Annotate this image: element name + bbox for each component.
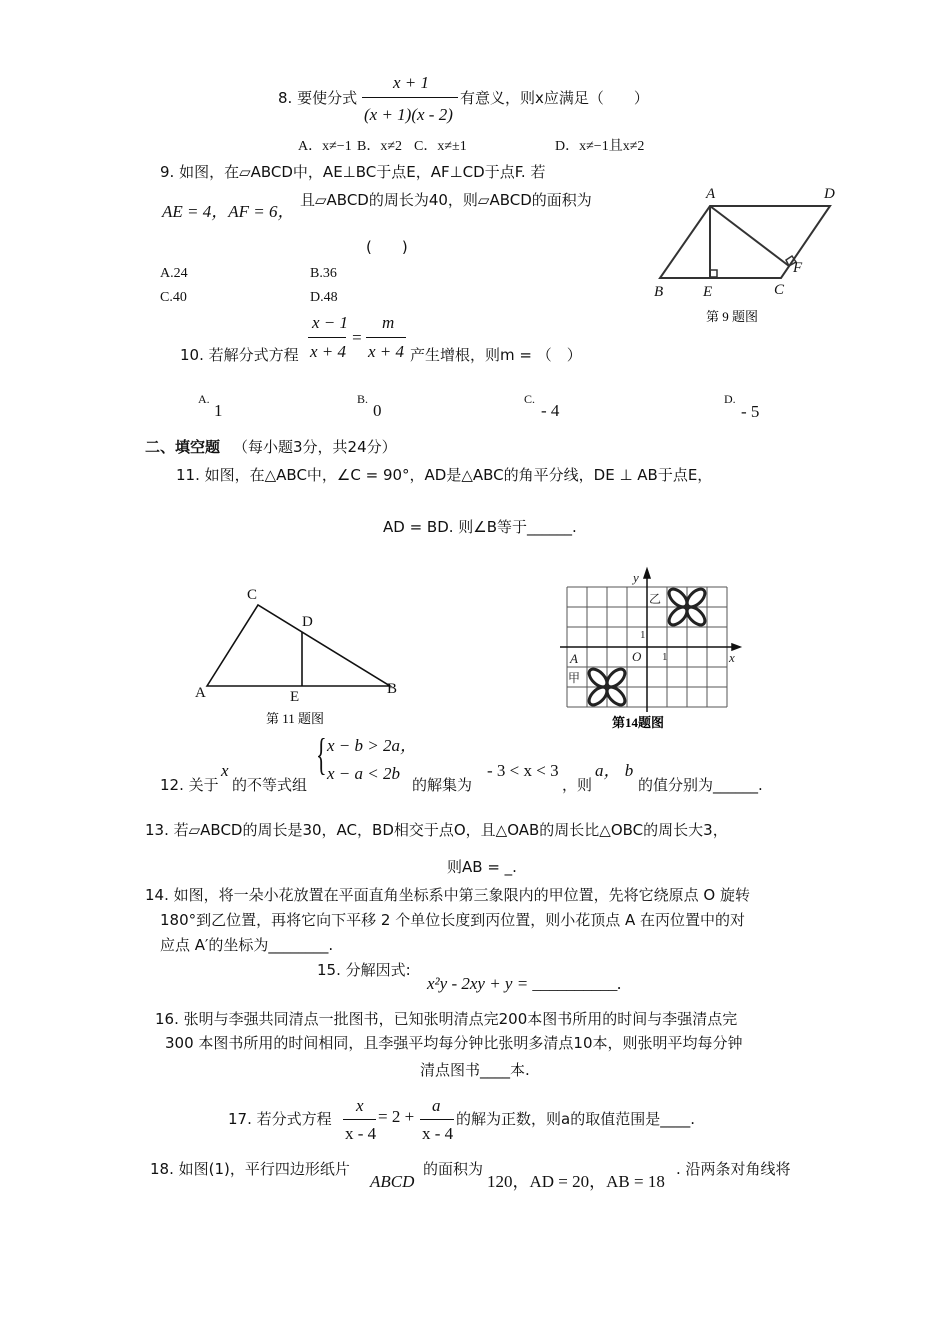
q14-line3: 应点 A′的坐标为________. xyxy=(160,936,334,954)
q12-suffix: 的值分别为______. xyxy=(638,776,763,794)
fraction-bar xyxy=(420,1119,454,1120)
q16-line1: 16. 张明与李强共同清点一批图书，已知张明清点完200本图书所用的时间与李强清点完 xyxy=(155,1010,738,1028)
q11-line1: 11. 如图，在△ABC中，∠C = 90°，AD是△ABC的角平分线，DE ⊥ AB于点E， xyxy=(176,466,713,484)
q13-line2: 则AB = _. xyxy=(447,858,517,876)
q17-prefix: 17. 若分式方程 xyxy=(228,1110,332,1128)
q14-line1: 14. 如图，将一朵小花放置在平面直角坐标系中第三象限内的甲位置，先将它绕原点 O 旋转 xyxy=(145,886,750,904)
q10-prefix: 10. 若解分式方程 xyxy=(180,346,299,364)
q10-den2: x + 4 xyxy=(368,342,405,361)
q18-prefix: 18. 如图(1)，平行四边形纸片 xyxy=(150,1160,350,1178)
section-title: 二、填空题 xyxy=(145,438,221,456)
q9-label: A xyxy=(706,186,716,202)
q12-ineq1: x − b > 2a， xyxy=(327,736,417,755)
q18-vals: 120，AD = 20，AB = 18 xyxy=(487,1172,665,1191)
q9-option-d: D.48 xyxy=(310,290,338,305)
q11-label: D xyxy=(302,614,313,630)
q17-suffix: 的解为正数，则a的取值范围是____. xyxy=(456,1110,695,1128)
q8-prefix: 8. 要使分式 xyxy=(278,89,358,107)
q18-abcd: ABCD xyxy=(370,1172,415,1191)
q9-line2b: 且▱ABCD的周长为40，则▱ABCD的面积为 xyxy=(300,191,592,209)
q12-ineq2: x − a < 2b xyxy=(327,764,400,783)
x-axis-label: x xyxy=(729,650,735,665)
q9-label: C xyxy=(774,282,785,298)
y-axis-label: y xyxy=(633,570,639,585)
brace-icon: { xyxy=(316,730,327,779)
q9-option-b: B.36 xyxy=(310,266,337,281)
q9-label: B xyxy=(654,284,664,300)
q10-den1: x + 4 xyxy=(310,342,347,361)
q16-line3: 清点图书____本. xyxy=(420,1061,530,1079)
q17-num1: x xyxy=(356,1096,364,1115)
q9-paren: ( ) xyxy=(366,238,408,256)
q10-option-d-letter: D. xyxy=(724,392,736,406)
q12-mid: 的不等式组 xyxy=(232,776,308,794)
q17-den2: x - 4 xyxy=(422,1124,454,1143)
q13-line1: 13. 若▱ABCD的周长是30，AC，BD相交于点O，且△OAB的周长比△OBC的周长大3， xyxy=(145,821,728,839)
q8-option-b: B．x≠2 xyxy=(357,139,403,154)
point-a-label: A xyxy=(570,651,578,666)
q11-label: B xyxy=(387,681,398,697)
q9-line1: 9. 如图，在▱ABCD中，AE⊥BC于点E，AF⊥CD于点F. 若 xyxy=(160,163,546,181)
q11-label: C xyxy=(247,587,258,603)
q10-option-c-letter: C. xyxy=(524,392,536,406)
fraction-bar xyxy=(343,1119,376,1120)
q11-line2: AD = BD. 则∠B等于______. xyxy=(383,518,577,536)
q12-prefix: 12. 关于 xyxy=(160,776,219,794)
yi-label: 乙 xyxy=(649,592,662,606)
q11-caption: 第 11 题图 xyxy=(266,711,325,726)
q12-vars: a， b xyxy=(595,761,634,780)
y-unit-label: 1 xyxy=(640,629,646,641)
q15-prefix: 15. 分解因式: xyxy=(317,961,411,979)
q12-sol: - 3 < x < 3 xyxy=(487,761,559,780)
q17-den1: x - 4 xyxy=(345,1124,377,1143)
x-unit-label: 1 xyxy=(662,651,668,663)
q10-num1: x − 1 xyxy=(312,313,349,332)
q10-num2: m xyxy=(382,313,395,332)
q8-suffix: 有意义，则x应满足（ ） xyxy=(460,89,649,107)
q14-caption: 第14题图 xyxy=(612,715,665,730)
origin-label: O xyxy=(632,649,642,664)
q8-denominator: (x + 1)(x - 2) xyxy=(364,105,453,124)
section-note: （每小题3分，共24分） xyxy=(233,438,397,456)
q10-option-a-letter: A. xyxy=(198,392,210,406)
q15-expr: x²y - 2xy + y = __________. xyxy=(427,974,622,993)
q10-option-b-value: 0 xyxy=(373,401,382,420)
q9-label: D xyxy=(824,186,835,202)
q8-option-c: C．x≠±1 xyxy=(414,139,467,154)
q9-line2a: AE = 4，AF = 6， xyxy=(162,202,295,221)
q10-option-a-value: 1 xyxy=(214,401,223,420)
q10-option-c-value: - 4 xyxy=(541,401,560,420)
q9-caption: 第 9 题图 xyxy=(706,309,759,324)
q12-then: ，则 xyxy=(562,776,593,794)
q11-label: A xyxy=(195,685,206,701)
q14-line2: 180°到乙位置，再将它向下平移 2 个单位长度到丙位置，则小花顶点 A 在丙位置中的对 xyxy=(160,911,746,929)
q9-label: F xyxy=(793,260,803,276)
q8-numerator: x + 1 xyxy=(393,73,430,92)
q12-var: x xyxy=(221,761,229,780)
q16-line2: 300 本图书所用的时间相同，且李强平均每分钟比张明多清点10本，则张明平均每分钟 xyxy=(165,1034,743,1052)
q9-option-c: C.40 xyxy=(160,290,187,305)
q10-suffix: 产生增根，则m = （ ） xyxy=(410,346,582,364)
q17-num2: a xyxy=(432,1096,441,1115)
q12-sol-label: 的解集为 xyxy=(412,776,473,794)
q18-area: 的面积为 xyxy=(423,1160,484,1178)
q10-option-b-letter: B. xyxy=(357,392,369,406)
q18-suffix: . 沿两条对角线将 xyxy=(676,1160,791,1178)
q11-label: E xyxy=(290,689,300,705)
q17-mid: = 2 + xyxy=(378,1107,415,1126)
q8-option-a: A．x≠−1 xyxy=(298,139,352,154)
q9-option-a: A.24 xyxy=(160,266,188,281)
q10-eq: = xyxy=(351,328,363,347)
q10-option-d-value: - 5 xyxy=(741,402,760,421)
jia-label: 甲 xyxy=(568,671,581,685)
q9-label: E xyxy=(703,284,713,300)
q8-option-d: D．x≠−1且x≠2 xyxy=(555,139,645,154)
